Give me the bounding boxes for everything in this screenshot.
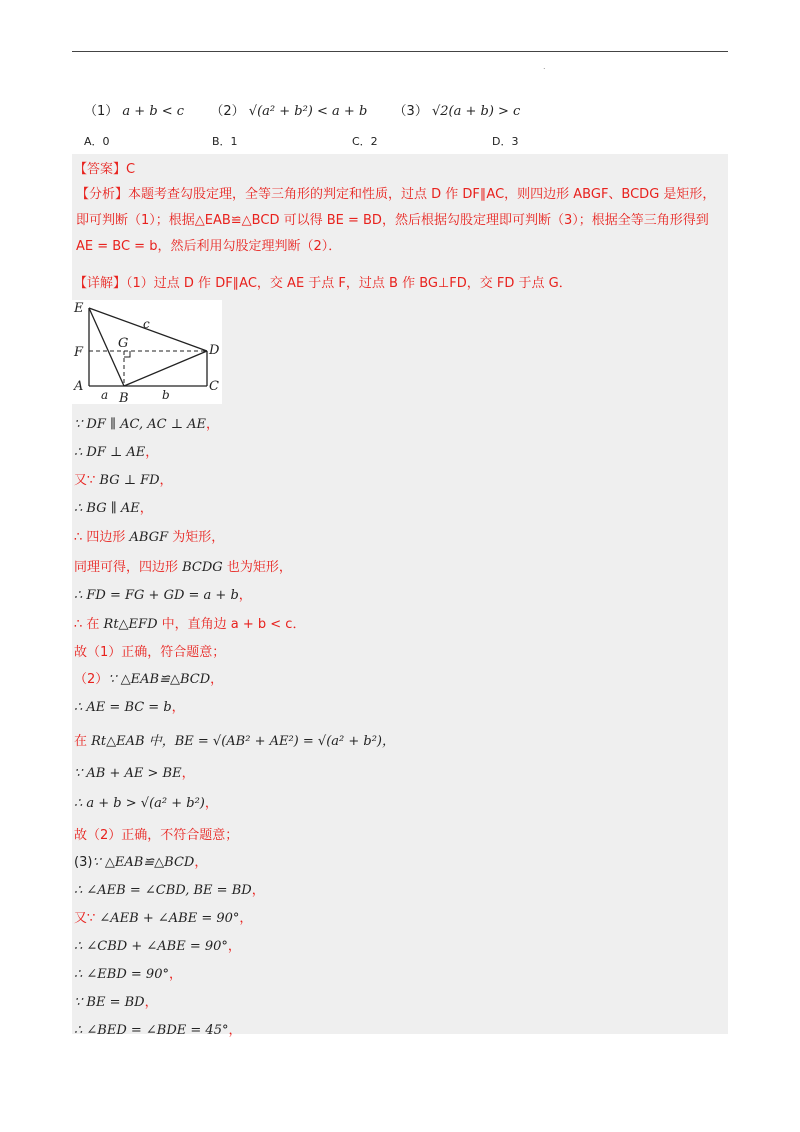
page-dot: . — [543, 62, 546, 71]
step: ∴ a + b > √(a² + b²)， — [74, 796, 218, 811]
step: 同理可得，四边形 BCDG 也为矩形， — [74, 560, 292, 575]
label-e: E — [74, 301, 84, 316]
analysis-label: 【分析】 — [76, 187, 129, 202]
step: ∴ ∠BED = ∠BDE = 45°， — [74, 1023, 242, 1038]
option-c: C．2 — [352, 135, 378, 148]
option-b: B．1 — [212, 135, 238, 148]
statement-2-num: （2） — [210, 104, 245, 119]
label-b: B — [119, 391, 129, 404]
step: ∴ 在 Rt△EFD 中，直角边 a + b < c． — [74, 617, 306, 632]
step: 在 Rt△EAB 中，BE = √(AB² + AE²) = √(a² + b²)， — [74, 734, 395, 749]
statement-3: √2(a + b) > c — [431, 104, 521, 119]
step: ∴ FD = FG + GD = a + b， — [74, 588, 252, 603]
edge-label-b: b — [162, 388, 170, 402]
statement-1: a + b < c — [122, 104, 185, 119]
step: ∴ ∠EBD = 90°， — [74, 967, 182, 982]
detail-line — [74, 272, 572, 291]
step: （2）∵ △EAB≌△BCD， — [74, 672, 224, 687]
label-g: G — [118, 336, 129, 351]
step: (3)∵ △EAB≌△BCD， — [74, 855, 208, 870]
step: 又∵ BG ⊥ FD， — [74, 473, 173, 488]
statements — [84, 100, 520, 119]
step: ∴ ∠AEB = ∠CBD, BE = BD， — [74, 883, 265, 898]
statement-2: √(a² + b²) < a + b — [248, 104, 368, 119]
figure-background — [72, 300, 222, 404]
geometry-figure — [72, 300, 222, 404]
step: ∴ 四边形 ABGF 为矩形， — [74, 530, 225, 545]
answer-value: C — [126, 162, 136, 177]
detail-text: （1）过点 D 作 DF∥AC，交 AE 于点 F，过点 B 作 BG⊥FD，交 FD 于点 G． — [126, 276, 572, 291]
step: ∵ DF ∥ AC, AC ⊥ AE， — [74, 417, 219, 432]
analysis — [76, 182, 724, 260]
option-d: D．3 — [492, 135, 519, 148]
analysis-text: 本题考查勾股定理，全等三角形的判定和性质，过点 D 作 DF∥AC，则四边形 ABGF、BCDG 是矩形，即可判断（1）；根据△EAB≌△BCD 可以得 BE = BD，然后根据勾股定理即可判断（3）；根据全等三角形得到 AE = BC = b，然后利用勾股定理判断（2）． — [76, 187, 716, 254]
statement-1-num: （1） — [84, 104, 119, 119]
step: 又∵ ∠AEB + ∠ABE = 90°， — [74, 911, 253, 926]
step: ∴ DF ⊥ AE， — [74, 445, 159, 460]
step: ∴ ∠CBD + ∠ABE = 90°， — [74, 939, 241, 954]
label-f: F — [74, 345, 84, 360]
edge-label-c: c — [143, 317, 150, 331]
step: ∴ BG ∥ AE， — [74, 501, 153, 516]
header-rule — [72, 51, 728, 52]
option-a: A．0 — [84, 135, 110, 148]
step: ∴ AE = BC = b， — [74, 700, 185, 715]
step: 故（1）正确，符合题意； — [74, 645, 226, 660]
step: ∵ BE = BD， — [74, 995, 158, 1010]
step: 故（2）正确，不符合题意； — [74, 828, 239, 843]
label-a: A — [74, 379, 84, 394]
detail-label: 【详解】 — [74, 276, 127, 291]
statement-3-num: （3） — [393, 104, 428, 119]
step: ∵ AB + AE > BE， — [74, 766, 195, 781]
answer-label: 【答案】 — [74, 162, 127, 177]
label-d: D — [209, 343, 220, 358]
edge-label-a: a — [101, 388, 109, 402]
answer-line — [74, 158, 135, 177]
label-c: C — [209, 379, 219, 394]
